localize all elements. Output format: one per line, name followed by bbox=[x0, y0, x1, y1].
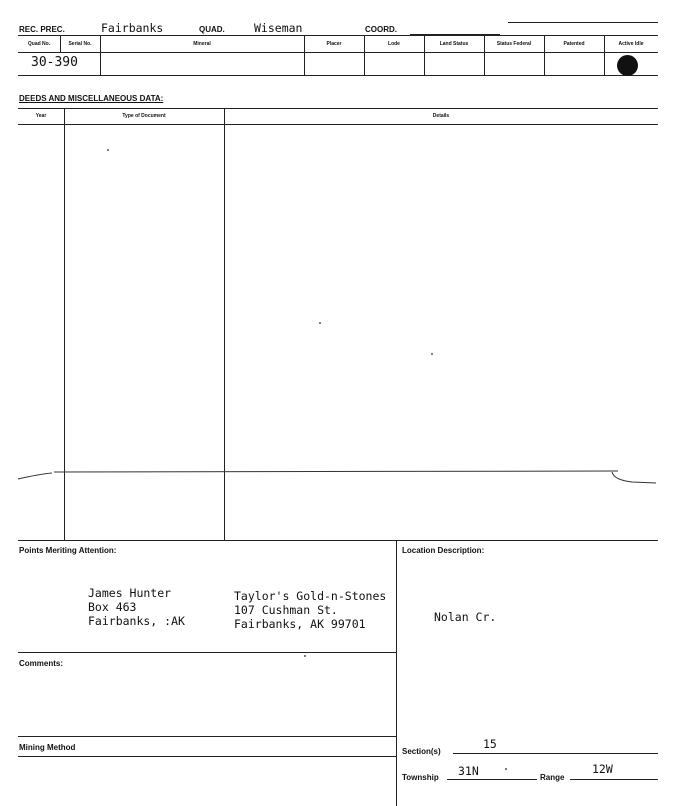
location-value: Nolan Cr. bbox=[434, 610, 497, 624]
mining-method-rule bbox=[18, 736, 396, 737]
col-header-status-federal: Status Federal bbox=[496, 40, 532, 47]
contact2-line1: Taylor's Gold-n-Stones bbox=[234, 589, 387, 603]
quad-label: QUAD. bbox=[199, 25, 225, 34]
deeds-col-details: Details bbox=[432, 112, 450, 119]
lower-col-divider bbox=[396, 540, 397, 806]
deeds-col-year: Year bbox=[35, 112, 47, 119]
col-header-land-status: Land Status bbox=[439, 40, 469, 47]
deeds-col-type: Type of Document bbox=[122, 112, 166, 119]
quad-value: Wiseman bbox=[254, 21, 303, 35]
col-header-active-idle: Active Idle bbox=[618, 40, 644, 47]
col-header-quad-no: Quad No. bbox=[27, 40, 51, 47]
active-marker-dot bbox=[617, 55, 638, 76]
col-header-patented: Patented bbox=[563, 40, 585, 47]
mining-method-underline bbox=[18, 756, 396, 757]
record-number: 30-390 bbox=[31, 55, 78, 70]
comments-rule bbox=[18, 652, 396, 653]
location-label: Location Description: bbox=[402, 546, 485, 555]
township-underline bbox=[447, 779, 537, 780]
speck bbox=[319, 322, 321, 324]
coord-label: COORD. bbox=[365, 25, 397, 34]
col-header-lode: Lode bbox=[388, 40, 400, 47]
tape-join-line bbox=[0, 460, 678, 490]
contact1-line1: James Hunter bbox=[88, 586, 172, 600]
speck bbox=[505, 768, 507, 770]
range-label: Range bbox=[540, 773, 565, 782]
deeds-title: DEEDS AND MISCELLANEOUS DATA: bbox=[19, 94, 164, 103]
speck bbox=[431, 353, 433, 355]
rec-prec-label: REC. PREC. bbox=[19, 25, 65, 34]
col-header-mineral: Mineral bbox=[193, 40, 211, 47]
rec-prec-value: Fairbanks bbox=[101, 21, 164, 35]
contact2-line3: Fairbanks, AK 99701 bbox=[234, 617, 366, 631]
contact1-line3: Fairbanks, :AK bbox=[88, 614, 185, 628]
range-underline bbox=[570, 779, 658, 780]
contact2-line2: 107 Cushman St. bbox=[234, 603, 338, 617]
mining-method-label: Mining Method bbox=[19, 743, 76, 752]
speck bbox=[107, 149, 109, 151]
table-bottom-rule bbox=[18, 75, 658, 76]
table-header-rule bbox=[18, 52, 658, 53]
section-underline bbox=[453, 753, 658, 754]
contact1-line2: Box 463 bbox=[88, 600, 137, 614]
comments-label: Comments: bbox=[19, 659, 64, 668]
township-label: Township bbox=[402, 773, 439, 782]
township-value: 31N bbox=[458, 764, 479, 778]
header-right-line bbox=[508, 22, 658, 23]
lower-top-rule bbox=[18, 540, 658, 541]
col-header-placer: Placer bbox=[326, 40, 342, 47]
range-value: 12W bbox=[592, 762, 613, 776]
section-label: Section(s) bbox=[402, 747, 441, 756]
deeds-header-rule bbox=[18, 124, 658, 125]
col-header-serial-no: Serial No. bbox=[68, 40, 92, 47]
speck bbox=[304, 655, 306, 657]
points-label: Points Meriting Attention: bbox=[19, 546, 117, 555]
section-value: 15 bbox=[483, 737, 497, 751]
